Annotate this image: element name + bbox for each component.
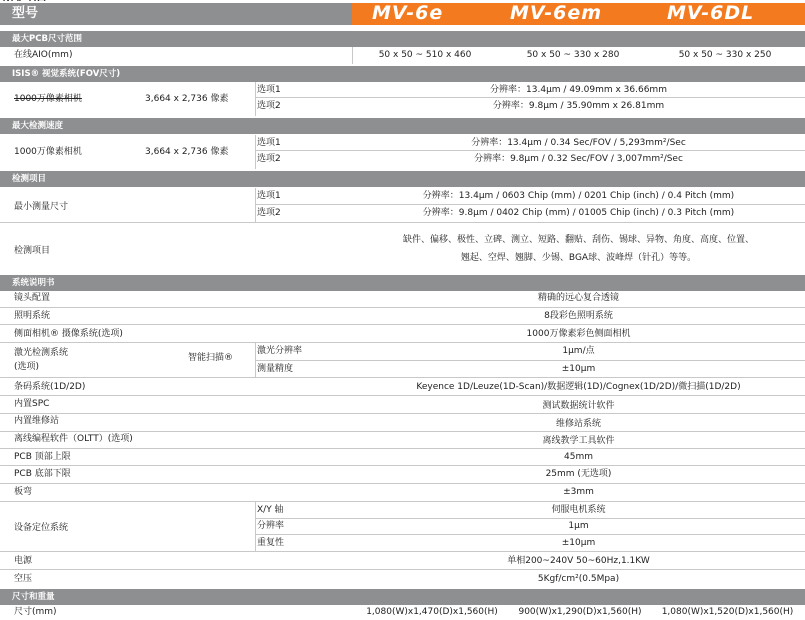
divider — [255, 204, 805, 205]
items-label: 检测项目 — [14, 246, 51, 256]
min-size-label: 最小测量尺寸 — [14, 202, 69, 212]
pcb-bottom-label: PCB 底部下限 — [14, 469, 71, 479]
isis-opt2-value: 分辨率：9.8μm / 35.90mm x 26.81mm — [492, 101, 665, 111]
items-opt1-value: 分辨率：13.4μm / 0603 Chip (mm) / 0201 Chip (inch) / 0.4 Pitch (mm) — [422, 191, 735, 201]
isis-opt1-label: 选项1 — [257, 85, 281, 95]
section-isis: ISIS® 视觉系统(FOV尺寸) — [0, 66, 805, 82]
divider — [255, 360, 805, 361]
size-value-mv6e: 1,080(W)x1,470(D)x1,560(H) — [366, 607, 498, 617]
pcb-value-mv6dl: 50 x 50 ~ 330 x 250 — [678, 50, 772, 60]
lens-value: 精确的远心复合透镜 — [537, 293, 619, 303]
divider — [0, 483, 805, 484]
smart-scan-label: 智能扫描® — [188, 353, 234, 363]
oltt-label: 离线编程软件（OLTT）(选项) — [14, 434, 133, 444]
pcb-top-value: 45mm — [564, 452, 593, 462]
laser-res-value: 1μm/点 — [562, 346, 595, 356]
column-divider — [255, 82, 256, 116]
items-list-line2: 翘起、空焊、翘脚、少锡、BGA球、波峰焊（针孔）等等。 — [460, 253, 697, 263]
model-header — [0, 3, 805, 25]
laser-res-label: 激光分辨率 — [257, 346, 303, 356]
model-mv6dl: MV-6DL — [667, 2, 755, 24]
speed-opt2-label: 选项2 — [257, 154, 281, 164]
isis-pixels: 3,664 x 2,736 像素 — [145, 94, 229, 104]
model-header-label: 型号 — [0, 3, 352, 25]
items-opt2-value: 分辨率：9.8μm / 0402 Chip (mm) / 01005 Chip (inch) / 0.3 Pitch (mm) — [422, 208, 735, 218]
column-divider — [255, 135, 256, 169]
items-list-line1: 缺件、偏移、极性、立碑、测立、短路、翻贴、刮伤、锡球、异物、角度、高度、位置、 — [402, 235, 754, 245]
divider — [0, 395, 805, 396]
side-camera-label: 侧面相机® 摄像系统(选项) — [14, 329, 123, 339]
size-value-mv6em: 900(W)x1,290(D)x1,560(H) — [518, 607, 642, 617]
speed-opt1-label: 选项1 — [257, 138, 281, 148]
pos-rep-label: 重复性 — [257, 538, 285, 548]
pcb-value-mv6e: 50 x 50 ~ 510 x 460 — [378, 50, 472, 60]
pos-rep-value: ±10μm — [561, 538, 596, 548]
size-label: 尺寸(mm) — [14, 607, 57, 617]
divider — [0, 465, 805, 466]
power-value: 单相200~240V 50~60Hz,1.1KW — [507, 556, 650, 566]
column-divider — [255, 502, 256, 551]
top-clipped-title — [2, 0, 46, 1]
repair-value: 维修站系统 — [555, 419, 601, 429]
lighting-value: 8段彩色照明系统 — [544, 311, 613, 321]
isis-opt1-value: 分辨率：13.4μm / 49.09mm x 36.66mm — [490, 85, 667, 95]
speed-pixels: 3,664 x 2,736 像素 — [145, 147, 229, 157]
column-divider — [352, 47, 353, 64]
divider — [255, 97, 805, 98]
barcode-value: Keyence 1D/Leuze(1D-Scan)/数据逻辑(1D)/Cognex(1D/2D)/微扫描(1D/2D) — [416, 382, 741, 392]
spc-value: 测试数据统计软件 — [542, 401, 615, 411]
lighting-label: 照明系统 — [14, 311, 51, 321]
model-mv6em: MV-6em — [510, 2, 603, 24]
barcode-label: 条码系统(1D/2D) — [14, 382, 86, 392]
divider — [255, 518, 805, 519]
size-value-mv6dl: 1,080(W)x1,520(D)x1,560(H) — [661, 607, 794, 617]
pcb-top-label: PCB 顶部上限 — [14, 452, 71, 462]
model-header-models — [352, 3, 805, 25]
divider — [255, 150, 805, 151]
pcb-value-mv6em: 50 x 50 ~ 330 x 280 — [526, 50, 620, 60]
speed-camera-label: 1000万像素相机 — [14, 147, 82, 157]
warp-label: 板弯 — [14, 487, 33, 497]
divider — [0, 377, 805, 378]
column-divider — [255, 343, 256, 377]
divider — [0, 501, 805, 502]
divider — [0, 413, 805, 414]
warp-value: ±3mm — [563, 487, 594, 497]
air-value: 5Kgf/cm²(0.5Mpa) — [537, 574, 620, 584]
pcb-label: 在线AIO(mm) — [14, 50, 73, 60]
divider — [255, 534, 805, 535]
divider — [0, 551, 805, 552]
section-spec: 系统说明书 — [0, 275, 805, 291]
spc-label: 内置SPC — [14, 399, 50, 409]
divider — [0, 448, 805, 449]
speed-opt1-value: 分辨率：13.4μm / 0.34 Sec/FOV / 5,293mm²/Sec — [471, 138, 686, 148]
pos-res-value: 1μm — [568, 521, 589, 531]
laser-acc-value: ±10μm — [561, 364, 596, 374]
xy-axis-value: 伺服电机系统 — [551, 505, 606, 515]
pcb-bottom-value: 25mm (无选项) — [545, 469, 612, 479]
oltt-value: 离线教学工具软件 — [542, 436, 615, 446]
power-label: 电源 — [14, 556, 33, 566]
laser-acc-label: 测量精度 — [257, 364, 294, 374]
repair-label: 内置维修站 — [14, 416, 60, 426]
divider — [0, 307, 805, 308]
divider — [0, 324, 805, 325]
positioning-label: 设备定位系统 — [14, 523, 69, 533]
divider — [0, 342, 805, 343]
isis-opt2-label: 选项2 — [257, 101, 281, 111]
model-mv6e: MV-6e — [372, 2, 444, 24]
pos-res-label: 分辨率 — [257, 521, 285, 531]
section-speed: 最大检测速度 — [0, 118, 805, 134]
section-items: 检测项目 — [0, 171, 805, 187]
divider — [0, 222, 805, 223]
section-pcb: 最大PCB尺寸范围 — [0, 31, 805, 47]
xy-axis-label: X/Y 轴 — [257, 505, 284, 515]
laser-label-option: (选项) — [14, 362, 40, 372]
divider — [0, 569, 805, 570]
laser-label: 激光检测系统 — [14, 348, 69, 358]
column-divider — [255, 188, 256, 222]
side-camera-value: 1000万像素彩色侧面相机 — [526, 329, 631, 339]
isis-camera-label: 1000万像素相机 — [14, 94, 82, 104]
items-opt2-label: 选项2 — [257, 208, 281, 218]
divider — [0, 431, 805, 432]
lens-label: 镜头配置 — [14, 293, 51, 303]
items-opt1-label: 选项1 — [257, 191, 281, 201]
air-label: 空压 — [14, 574, 33, 584]
speed-opt2-value: 分辨率：9.8μm / 0.32 Sec/FOV / 3,007mm²/Sec — [474, 154, 683, 164]
section-size: 尺寸和重量 — [0, 589, 805, 605]
